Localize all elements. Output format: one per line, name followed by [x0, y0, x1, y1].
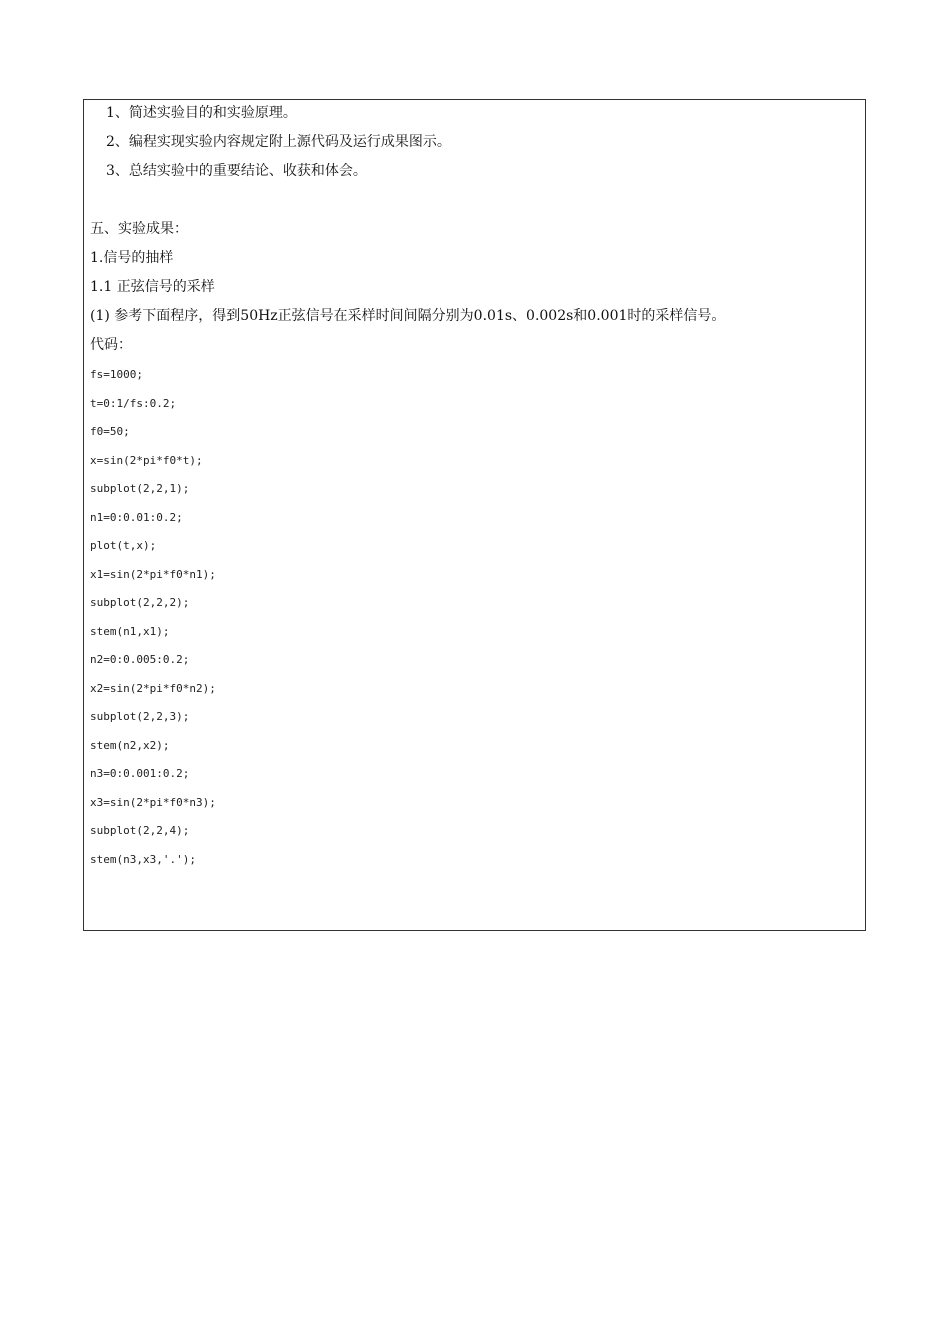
- code-line: n3=0:0.001:0.2;: [90, 767, 190, 780]
- code-line: plot(t,x);: [90, 539, 157, 552]
- code-line: x3=sin(2*pi*f0*n3);: [90, 796, 216, 809]
- code-line: f0=50;: [90, 425, 130, 438]
- code-line: stem(n3,x3,'.');: [90, 853, 196, 866]
- code-line: stem(n1,x1);: [90, 625, 170, 638]
- subheading-sine-sampling: 1.1 正弦信号的采样: [90, 279, 215, 295]
- code-line: x1=sin(2*pi*f0*n1);: [90, 568, 216, 581]
- task-description: (1) 参考下面程序，得到50Hz正弦信号在采样时间间隔分别为0.01s、0.002s和0.001时的采样信号。: [90, 308, 726, 324]
- code-line: t=0:1/fs:0.2;: [90, 397, 177, 410]
- section-heading: 五、实验成果：: [90, 221, 188, 237]
- requirement-item-2: 2、编程实现实验内容规定附上源代码及运行成果图示。: [106, 134, 451, 150]
- code-line: x2=sin(2*pi*f0*n2);: [90, 682, 216, 695]
- code-line: subplot(2,2,2);: [90, 596, 190, 609]
- code-line: subplot(2,2,1);: [90, 482, 190, 495]
- code-line: subplot(2,2,4);: [90, 824, 190, 837]
- code-line: fs=1000;: [90, 368, 143, 381]
- code-line: x=sin(2*pi*f0*t);: [90, 454, 203, 467]
- code-line: subplot(2,2,3);: [90, 710, 190, 723]
- code-line: n1=0:0.01:0.2;: [90, 511, 183, 524]
- subheading-sampling: 1.信号的抽样: [90, 250, 174, 266]
- requirement-item-3: 3、总结实验中的重要结论、收获和体会。: [106, 163, 367, 179]
- code-line: n2=0:0.005:0.2;: [90, 653, 190, 666]
- code-label: 代码：: [90, 337, 132, 353]
- code-line: stem(n2,x2);: [90, 739, 170, 752]
- requirement-item-1: 1、简述实验目的和实验原理。: [106, 105, 297, 121]
